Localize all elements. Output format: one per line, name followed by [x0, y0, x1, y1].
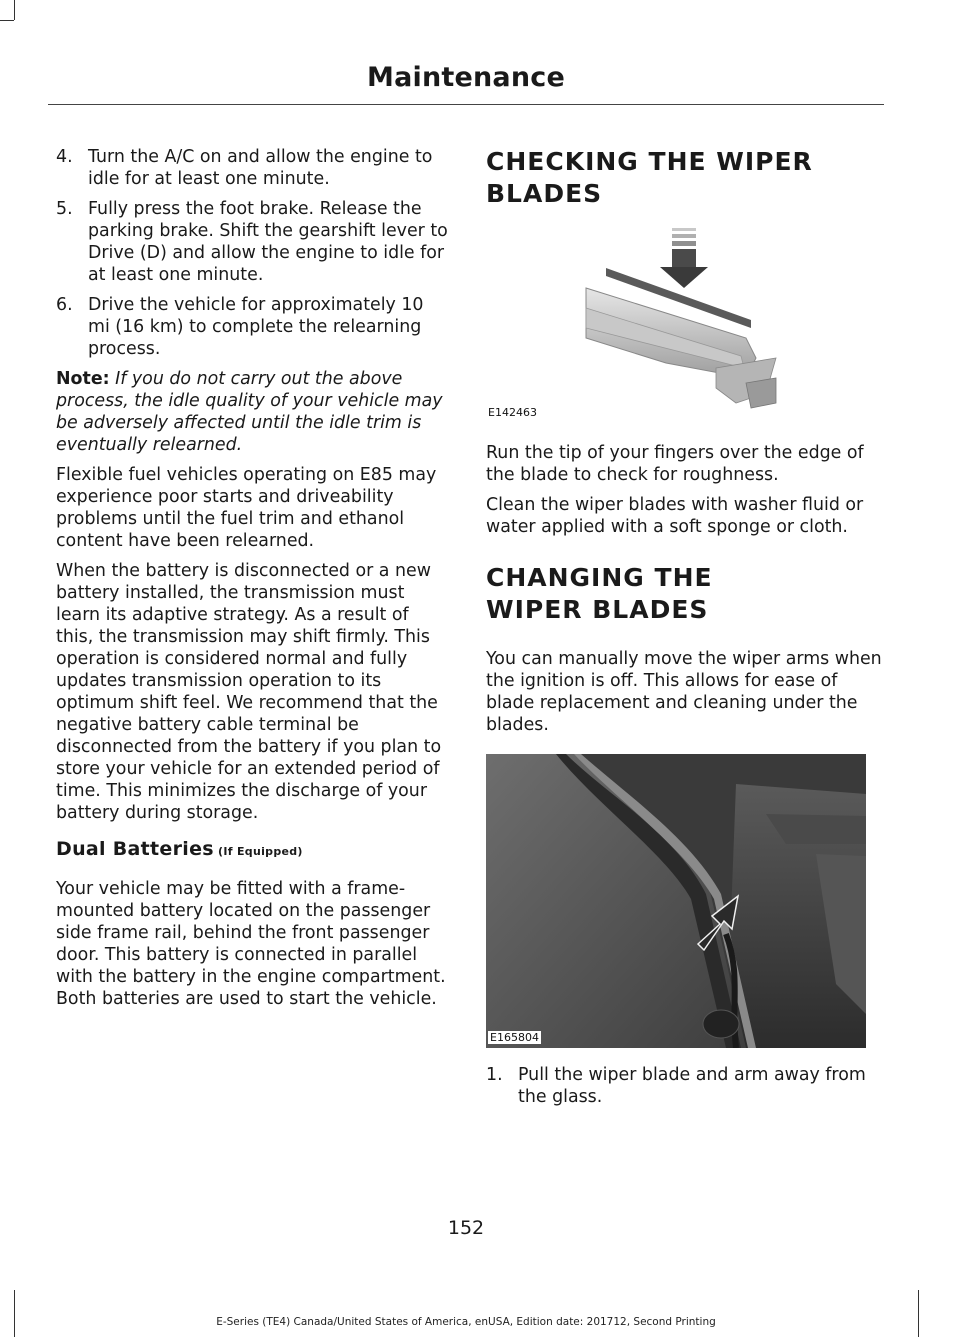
- step-number: 1.: [486, 1065, 503, 1085]
- header-divider: [48, 104, 884, 105]
- figure-id-label: E142463: [488, 406, 537, 419]
- dual-batteries-heading: [56, 838, 448, 860]
- step-text: Fully press the foot brake. Release the parking brake. Shift the gearshift lever to Drive (D) and allow the engine to idle for at least one minute.: [88, 199, 448, 285]
- wiper-arm-photo: [486, 754, 866, 1048]
- battery-paragraph: When the battery is disconnected or a new battery installed, the transmission must learn its adaptive strategy. As a result of this, the transmission may shift firmly. This operation is considered normal and fully updates transmission operation to its optimum shift feel. We recommend that the negative battery cable terminal be disconnected from the battery if you plan to store your vehicle for an extended period of time. This minimizes the discharge of your battery during storage.: [56, 561, 442, 823]
- step-item: [486, 1064, 882, 1108]
- if-equipped-qualifier: (If Equipped): [213, 845, 303, 858]
- page-number: 152: [447, 1217, 485, 1239]
- right-column: [486, 146, 882, 1116]
- down-arrow-stripe: [672, 228, 696, 231]
- down-arrow-stripe: [672, 241, 696, 246]
- crop-mark: [14, 1290, 15, 1337]
- down-arrow-shaft: [672, 249, 696, 267]
- step-number: 5.: [56, 199, 73, 219]
- wiper-blade-illustration: [486, 228, 882, 428]
- figure-id-label: E165804: [490, 1031, 539, 1044]
- wiper-arm-figure: [486, 754, 866, 1048]
- crop-mark: [918, 1290, 919, 1337]
- step-text: Turn the A/C on and allow the engine to idle for at least one minute.: [88, 147, 433, 189]
- step-item: [56, 146, 448, 190]
- dual-batteries-paragraph: Your vehicle may be fitted with a frame-mounted battery located on the passenger side frame rail, behind the front passenger door. This battery is connected in parallel with the battery in the engine compartment. Both batteries are used to start the vehicle.: [56, 879, 446, 1009]
- note-label: Note:: [56, 369, 110, 389]
- step-number: 6.: [56, 295, 73, 315]
- crop-mark: [0, 20, 14, 21]
- checking-wiper-heading: CHECKING THE WIPER BLADES: [486, 147, 813, 208]
- clean-blades-paragraph: Clean the wiper blades with washer fluid or water applied with a soft sponge or cloth.: [486, 495, 864, 537]
- changing-wiper-heading: CHANGING THE WIPER BLADES: [486, 563, 713, 624]
- step-text: Drive the vehicle for approximately 10 mi (16 km) to complete the relearning process.: [88, 295, 424, 359]
- note-paragraph: [56, 368, 448, 456]
- down-arrow-stripe: [672, 234, 696, 238]
- step-text: Pull the wiper blade and arm away from the glass.: [518, 1065, 866, 1107]
- note-text: If you do not carry out the above process, the idle quality of your vehicle may be adversely affected until the idle trim is eventually relearned.: [56, 369, 443, 455]
- dual-batteries-title: Dual Batteries: [56, 838, 214, 860]
- step-number: 4.: [56, 147, 73, 167]
- wiper-blade-figure: [486, 228, 882, 428]
- check-roughness-paragraph: Run the tip of your fingers over the edge of the blade to check for roughness.: [486, 443, 864, 485]
- step-item: [56, 198, 448, 286]
- step-item: [56, 294, 448, 360]
- manual-move-paragraph: You can manually move the wiper arms when the ignition is off. This allows for ease of blade replacement and cleaning under the blades.: [486, 649, 882, 735]
- page-title: Maintenance: [367, 62, 565, 93]
- crop-mark: [14, 0, 15, 20]
- down-arrow-head: [660, 267, 708, 288]
- left-column: [56, 146, 448, 1018]
- edition-footer: E-Series (TE4) Canada/United States of America, enUSA, Edition date: 201712, Second Printing: [216, 1316, 716, 1328]
- flex-fuel-paragraph: Flexible fuel vehicles operating on E85 may experience poor starts and driveability problems until the fuel trim and ethanol content have been relearned.: [56, 465, 437, 551]
